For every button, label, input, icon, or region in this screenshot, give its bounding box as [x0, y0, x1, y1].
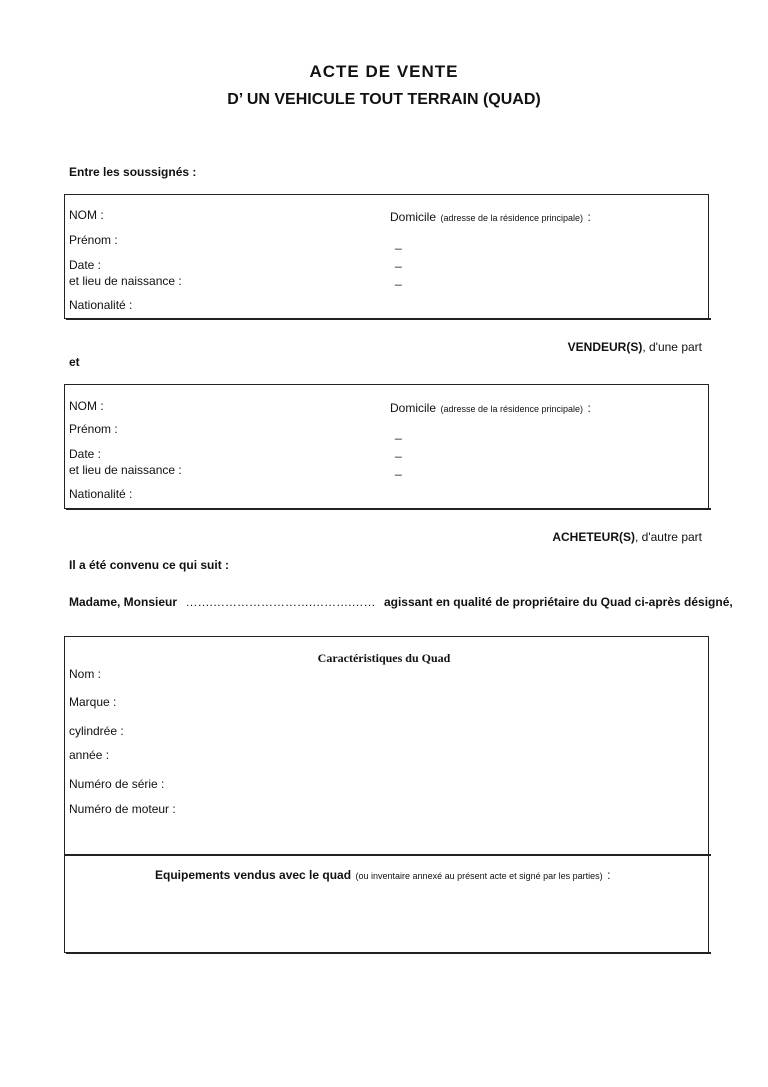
buyer-domicile-note: (adresse de la résidence principale) — [440, 404, 584, 414]
buyer-address-line-3: _ — [395, 462, 402, 476]
document-title: ACTE DE VENTE — [309, 62, 459, 81]
seller-role-suffix: , d'une part — [642, 340, 702, 354]
seller-address-line-2: _ — [395, 254, 402, 268]
owner-line-dots: …….…………………….……….…… — [185, 595, 376, 609]
document-subtitle: D’ UN VEHICULE TOUT TERRAIN (QUAD) — [227, 91, 541, 108]
intro-text: Entre les soussignés : — [69, 165, 197, 179]
buyer-address-line-2: _ — [395, 444, 402, 458]
buyer-prenom-label: Prénom : — [69, 422, 118, 436]
quad-box-heading: Caractéristiques du Quad — [317, 651, 451, 665]
seller-domicile-label: Domicile — [390, 210, 437, 224]
buyer-domicile-colon: : — [587, 401, 591, 415]
seller-date-label: Date : — [69, 258, 102, 272]
buyer-role-label: ACHETEUR(S) — [552, 530, 635, 544]
seller-box — [64, 194, 709, 319]
buyer-lieu-label: et lieu de naissance : — [69, 463, 182, 477]
equipment-note: (ou inventaire annexé au présent acte et signé par les parties) — [355, 871, 603, 881]
buyer-role-suffix: , d'autre part — [635, 530, 702, 544]
quad-marque-label: Marque : — [69, 695, 117, 709]
equipment-colon: : — [607, 868, 611, 882]
quad-moteur-label: Numéro de moteur : — [69, 802, 176, 816]
buyer-nom-label: NOM : — [69, 399, 104, 413]
buyer-date-label: Date : — [69, 447, 102, 461]
equipment-heading — [155, 866, 610, 884]
seller-domicile-note: (adresse de la résidence principale) — [440, 213, 584, 223]
quad-cylindree-label: cylindrée : — [69, 724, 124, 738]
owner-line — [69, 593, 733, 611]
equipment-label: Equipements vendus avec le quad — [155, 868, 352, 882]
seller-domicile-colon: : — [587, 210, 591, 224]
seller-role-label: VENDEUR(S) — [567, 340, 643, 354]
seller-address-line-1: _ — [395, 236, 402, 250]
buyer-domicile — [390, 399, 591, 417]
seller-address-line-3: _ — [395, 272, 402, 286]
seller-nationalite-label: Nationalité : — [69, 298, 133, 312]
seller-lieu-label: et lieu de naissance : — [69, 274, 182, 288]
owner-line-start: Madame, Monsieur — [69, 595, 178, 609]
quad-serie-label: Numéro de série : — [69, 777, 165, 791]
buyer-nationalite-label: Nationalité : — [69, 487, 133, 501]
quad-nom-label: Nom : — [69, 667, 102, 681]
et-text: et — [69, 355, 80, 369]
buyer-box — [64, 384, 709, 509]
seller-box-shadow — [66, 318, 711, 320]
agreement-text: Il a été convenu ce qui suit : — [69, 558, 230, 572]
quad-annee-label: année : — [69, 748, 110, 762]
seller-role — [568, 338, 702, 356]
equipment-box-shadow — [66, 952, 711, 954]
buyer-role — [552, 528, 702, 546]
seller-prenom-label: Prénom : — [69, 233, 118, 247]
buyer-box-shadow — [66, 508, 711, 510]
owner-line-end: agissant en qualité de propriétaire du Quad ci-après désigné, — [383, 595, 733, 609]
seller-nom-label: NOM : — [69, 208, 104, 222]
buyer-address-line-1: _ — [395, 426, 402, 440]
seller-domicile — [390, 208, 591, 226]
quad-box — [64, 636, 709, 855]
buyer-domicile-label: Domicile — [390, 401, 437, 415]
